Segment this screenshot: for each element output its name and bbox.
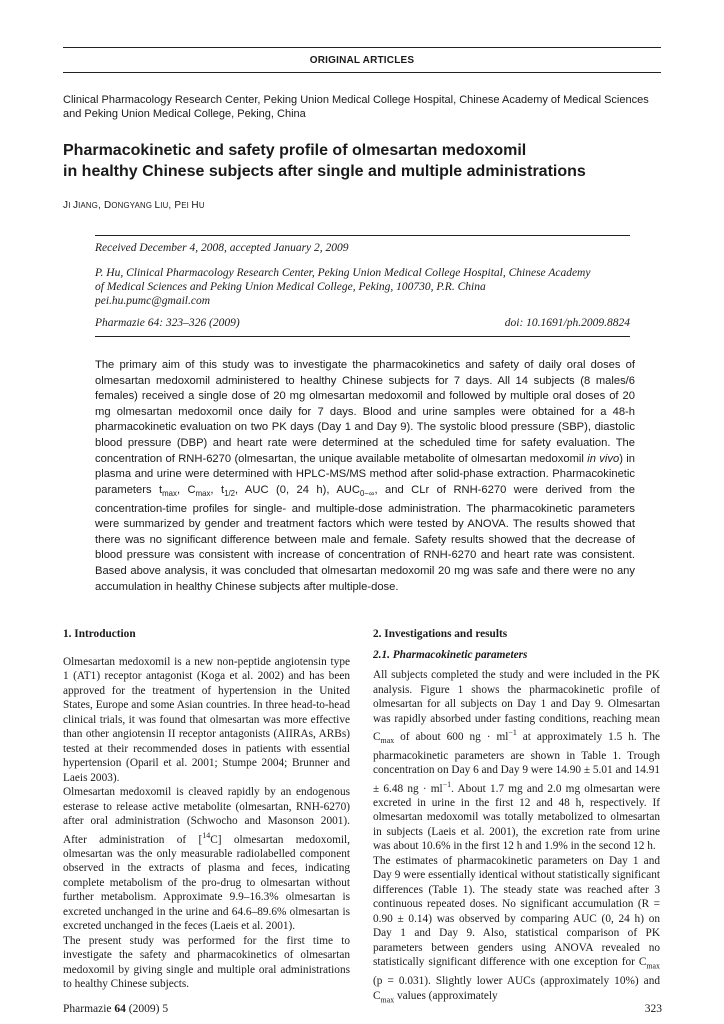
author-1: JI JIANG xyxy=(63,200,99,211)
abstract: The primary aim of this study was to investigate the pharmacokinetics and safety of daily oral doses of olmesartan medoxomil administered to healthy Chinese subjects for 7 days. All 14 subjects (8 males/6 females) received a single dose of 20 mg olmesartan medoxomil and followed by multiple oral doses of 20 mg olmesartan medoxomil once daily for 7 days. Blood and urine samples were obtained for a 48-h pharmacokinetic evaluation on two PK days (Day 1 and Day 9). The systolic blood pressure (SBP), diastolic blood pressure (DBP) and heart rate were determined at the scheduled time for safety evaluation. The concentration of RNH-6270 (olmesartan, the unique available metabolite of olmesartan medoxomil in vivo) in plasma and urine were determined with HPLC-MS/MS method after solid-phase extraction. Pharmacokinetic parameters $t_{max}$, $C_{max}$, $t_{1/2}$, AUC (0, 24 h), $AUC_{0-\infty}$, and CLr of RNH-6270 were derived from the concentration-time profiles for single- and multiple-dose administration. The pharmacokinetic parameters were summarized by gender and treatment factors which were tested by ANOVA. The results showed that there was no significant difference between male and female. Safety results showed that the decrease of blood pressure was consistent with increase of concentration of RNH-6270 and heart rate was consistent. Based above analysis, it was concluded that olmesartan medoxomil 20 mg was safe and there were no any accumulation in healthy Chinese subjects after multiple-dose. xyxy=(95,359,636,593)
page-number: 323 xyxy=(644,1003,662,1015)
results-heading: 2. Investigations and results xyxy=(373,628,508,640)
journal-citation: Pharmazie 64: 323–326 (2009) xyxy=(95,317,240,329)
info-bottom-rule xyxy=(95,336,630,337)
affiliation: Clinical Pharmacology Research Center, Peking Union Medical College Hospital, Chinese Academy of Medical Sciences and Peking Union Medical College, Peking, China xyxy=(63,94,649,120)
intro-paragraph-1: Olmesartan medoxomil is a new non-peptide angiotensin type 1 (AT1) receptor antagonist (Koga et al. 2002) and has been approved for the treatment of hypertension in the United States, Europe and some Asian countries. In three head-to-head clinical trials, it was found that olmesartan was more effective than other angiotensin II receptor antagonists (AIIRAs, ARBs) tested at their recommended doses in patients with essential hypertension (Oparil et al. 2001; Stumpe 2004; Brunner and Laeis 2003). xyxy=(63,655,350,784)
footer-journal: Pharmazie 64 (2009) 5 xyxy=(63,1003,169,1015)
article-title xyxy=(63,140,673,182)
title-line-1: Pharmacokinetic and safety profile of olmesartan medoxomil xyxy=(63,142,527,159)
intro-paragraph-3: The present study was performed for the first time to investigate the safety and pharmacokinetics of olmesartan medoxomil by giving single and multiple oral administrations to healthy Chinese subjects. xyxy=(63,934,350,991)
correspondence-line-1: P. Hu, Clinical Pharmacology Research Center, Peking Union Medical College Hospital, Chinese Academy xyxy=(95,267,591,279)
doi-link[interactable]: doi: 10.1691/ph.2009.8824 xyxy=(504,317,630,329)
introduction-heading: 1. Introduction xyxy=(63,628,136,640)
info-top-rule xyxy=(95,235,630,236)
section-rule xyxy=(63,72,661,73)
correspondence xyxy=(95,266,655,308)
author-3: PEI HU xyxy=(174,200,205,211)
intro-paragraph-2: Olmesartan medoxomil is cleaved rapidly by an endogenous esterase to release active metabolite (olmesartan, RNH-6270) after oral administration (Schwocho and Masonson 2001). After administration of [$^{14}$C] olmesartan medoxomil, olmesartan was the only measurable radiolabelled component observed in the extracts of plasma and feces, indicating complete metabolism of the pro-drug to olmesartan without further metabolism. Approximate 9.9–16.3% olmesartan is excreted unchanged in the urine and 64.6–89.6% olmesartan is excreted unchanged in the feces (Laeis et al. 2001). xyxy=(63,786,350,933)
correspondence-line-2: of Medical Sciences and Peking Union Medical College, Peking, 100730, P.R. China xyxy=(95,281,486,293)
received-date: Received December 4, 2008, accepted January 2, 2009 xyxy=(95,242,349,254)
results-paragraph-1: All subjects completed the study and were included in the PK analysis. Figure 1 shows the pharmacokinetic profile of olmesartan for all subjects on Day 1 and Day 9. Olmesartan was rapidly absorbed under fasting conditions, reaching mean $C_{max}$ of about 600 ng · $ml^{-1}$ at approximately 1.5 h. The pharmacokinetic parameters are shown in Table 1. Trough concentration on Day 6 and Day 9 were 14.90 ± 5.01 and 14.91 ± 6.48 ng · $ml^{-1}$. About 1.7 mg and 2.0 mg olmesartan were excreted in urine in the first 12 and 48 h, respectively. If olmesartan medoxomil was totally metabolized to olmesartan in subjects (Laeis et al. 2001), the excretion rate from urine was about 10.6% in the first 12 h and 1.9% in the second 12 h. xyxy=(373,669,660,853)
left-column xyxy=(63,627,350,992)
author-2: DONGYANG LIU xyxy=(103,200,169,211)
pk-subheading: 2.1. Pharmacokinetic parameters xyxy=(373,648,528,661)
title-line-2: in healthy Chinese subjects after single and multiple administrations xyxy=(63,163,586,180)
author-list: JI JIANG, DONGYANG LIU, PEI HU xyxy=(63,200,205,211)
right-column xyxy=(373,627,660,1007)
top-rule xyxy=(63,47,661,48)
section-label: ORIGINAL ARTICLES xyxy=(309,55,415,66)
correspondence-email[interactable]: pei.hu.pumc@gmail.com xyxy=(95,295,211,307)
results-paragraph-2: The estimates of pharmacokinetic parameters on Day 1 and Day 9 were essentially identical without statistically significant differences (Table 1). The steady state was reached after 3 continuous repeated doses. No significant accumulation (R = 0.90 ± 0.14) was observed by comparing AUC (0, 24 h) on Day 1 and Day 9. Also, statistical comparison of PK parameters between genders using ANOVA revealed no statistically significant difference with one exception for $C_{max}$ (p = 0.031). Slightly lower AUCs (approximately 10%) and $C_{max}$ values (approximately xyxy=(373,854,660,1004)
